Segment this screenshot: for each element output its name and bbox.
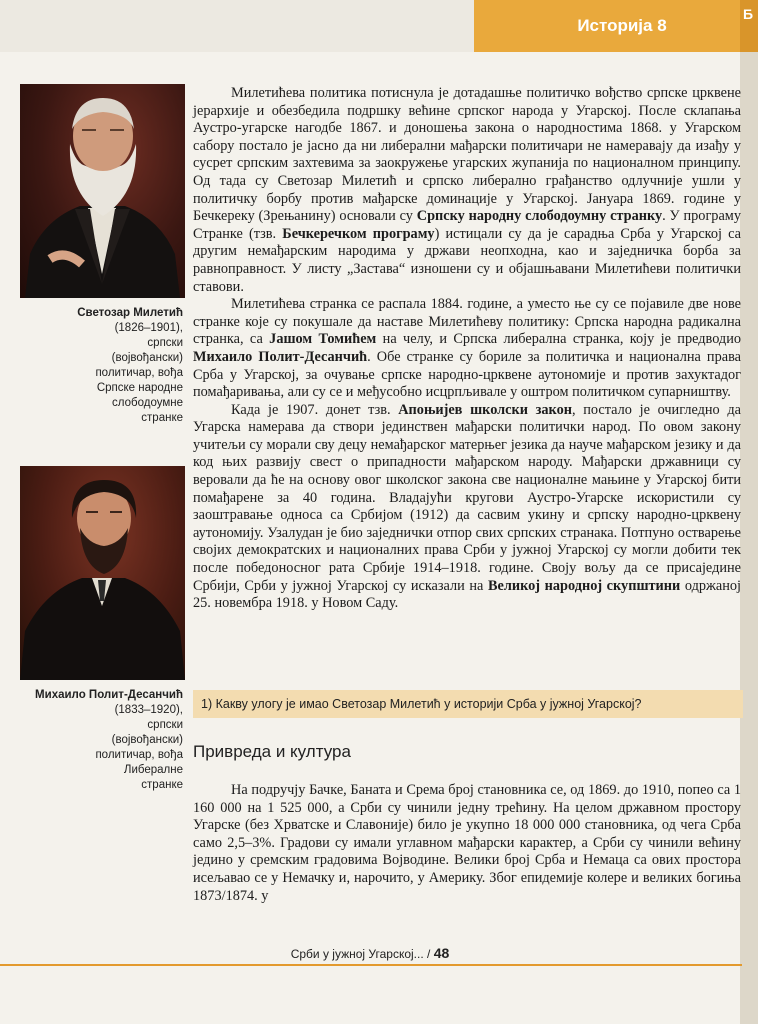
page-number: 48 xyxy=(433,945,450,961)
text-run: Милетићева политика потиснула је дотадашње политичко вођство српске црквене јерархије и обезбедила подршку већине српског народа у Угарској. После склапања Аустро-угарске нагодбе 1867. и доношења закона о народностима 1868. у Угарском сабору постало је јасно да ни либерални мађарски политичари не намеравају да изађу у сусрет српским захтевима за заокружење угарских жупанија по националном принципу. Од тада су Светозар Милетић и српско либерално грађанство одлучније ушли у политичку борбу против мађарске доминације у Угарској. Јануара 1869. године у Бечкереку (Зрењанину) основали су xyxy=(193,85,741,225)
text-run: Милетићева странка се распала 1884. године, а уместо ње су се појавиле две нове странке које су покушале да наставе Милетићеву политику: Српска народна радикална странка, са xyxy=(193,296,741,348)
bold-term: Великој народној скупштини xyxy=(487,577,681,594)
caption-svetozar-miletic xyxy=(20,306,183,426)
text-run: , постало је очигледно да Угарска намерава да створи јединствен мађарски политички народ. По овом закону учитељи су морали сву децу немађарског матерњег језика да науче мађарском језику и да код њих развију свест о припадности мађарском народу. Мађарски државници су веровали да ће на основу овог школског закона све националне мањине у Угарској бити помађарене за 40 година. Владајући кругови Аустро-Угарске искористили су заоштравање односа са Србијом (1912) да сасвим укину и српску народно-црквену аутономију. Узалудан је био заједнички отпор свих српских странака. Потпуно остварење својих демократских и националних права Срби у јужној Угарској су могли добити тек после победоносног рата Србије 1914–1918. године. Своју вољу да се присаједине Србији, Срби у јужној Угарској су исказали на xyxy=(193,401,742,594)
paragraph-party-split xyxy=(193,296,741,402)
figure-desc-line: Српске народне xyxy=(96,382,183,394)
bold-term: Српску народну слободоумну странку xyxy=(416,208,663,225)
bold-term: Апоњијев школски закон xyxy=(398,401,572,418)
review-question: 1) Какву улогу је имао Светозар Милетић у историји Срба у јужној Угарској? xyxy=(201,697,642,711)
footer-chapter: Срби у јужној Угарској... / xyxy=(290,947,434,961)
text-run: Када је 1907. донет тзв. xyxy=(231,401,399,418)
section-text-column xyxy=(193,782,741,905)
figure-desc-line: српски xyxy=(147,337,183,349)
text-run: одржаној 25. новембра 1918. у Новом Саду. xyxy=(193,577,741,612)
text-run: ) истицали су да је сарадња Срба у Угарској са другим немађарским народима у држави неопходна, као и заједничка борба за равноправност. У листу „Застава“ изношени су и објашњавани Милетићеви политички ставови. xyxy=(193,225,742,295)
next-page-edge-tab xyxy=(740,0,758,52)
figure-desc-line: странке xyxy=(141,412,183,424)
figure-desc-line: (војвођански) xyxy=(111,352,183,364)
review-question-box xyxy=(193,690,743,718)
edge-letter: Б xyxy=(743,6,754,22)
figure-desc-line: српски xyxy=(147,719,183,731)
figure-dates: (1833–1920), xyxy=(114,704,183,716)
figure-desc-line: Либералне xyxy=(123,764,183,776)
bold-term: Михаило Полит-Десанчић xyxy=(193,348,368,365)
subject-header-tab xyxy=(474,0,740,52)
portrait-mihailo-polit-desancic xyxy=(20,466,185,680)
bold-term: Јашом Томићем xyxy=(269,331,377,348)
caption-mihailo-polit-desancic xyxy=(20,688,183,793)
figure-desc-line: политичар, вођа xyxy=(95,749,183,761)
bold-term: Бечкеречком програму xyxy=(282,225,435,242)
main-text-column xyxy=(193,85,741,613)
portrait-svetozar-miletic xyxy=(20,84,185,298)
paragraph-miletic-policy xyxy=(193,85,741,296)
next-page-edge xyxy=(740,0,758,1024)
figure-desc-line: (војвођански) xyxy=(111,734,183,746)
figure-dates: (1826–1901), xyxy=(114,322,183,334)
text-run: . У програму Странке (тзв. xyxy=(193,208,741,242)
text-run: на челу, и Српска либерална странка, коју је предводио xyxy=(376,331,742,348)
footer-rule xyxy=(0,964,742,966)
section-heading: Привреда и култура xyxy=(193,742,351,761)
text-run: . Обе странке су бориле за политичка и национална права Срба у Угарској, за очување српске народно-црквене аутономије и против захуктадог помађаривања, али су се и међусобно исцрпљивале у оштром политичком супарништву. xyxy=(193,348,741,401)
subject-title: Историја 8 xyxy=(577,16,667,35)
figure-desc-line: странке xyxy=(141,779,183,791)
figure-desc-line: слободоумне xyxy=(112,397,183,409)
figure-name: Светозар Милетић xyxy=(77,307,183,319)
figure-desc-line: политичар, вођа xyxy=(95,367,183,379)
paragraph-apponyi-law xyxy=(193,402,741,613)
paragraph-economy-culture: На подручју Бачке, Баната и Срема број становника се, од 1869. до 1910, попео са 1 160 000 на 1 525 000, а Срби су чинили једну трећину. На целом државном простору Угарске (без Хрватске и Славоније) било је укупно 18 000 000 становника, од чега Срба само 2,5–3%. Градови су имали углавном мађарски карактер, а Срби су чинили већину једино у сремским градовима Војводине. Велики број Срба и Немаца са ових простора исељавао се у Немачку и, нарочито, у Америку. Због епидемије колере и великих богиња 1873/1874. у xyxy=(193,782,741,904)
portrait-painting-1 xyxy=(20,84,185,298)
portrait-painting-2 xyxy=(20,466,185,680)
page-footer xyxy=(0,945,740,961)
figure-name: Михаило Полит-Десанчић xyxy=(35,689,183,701)
